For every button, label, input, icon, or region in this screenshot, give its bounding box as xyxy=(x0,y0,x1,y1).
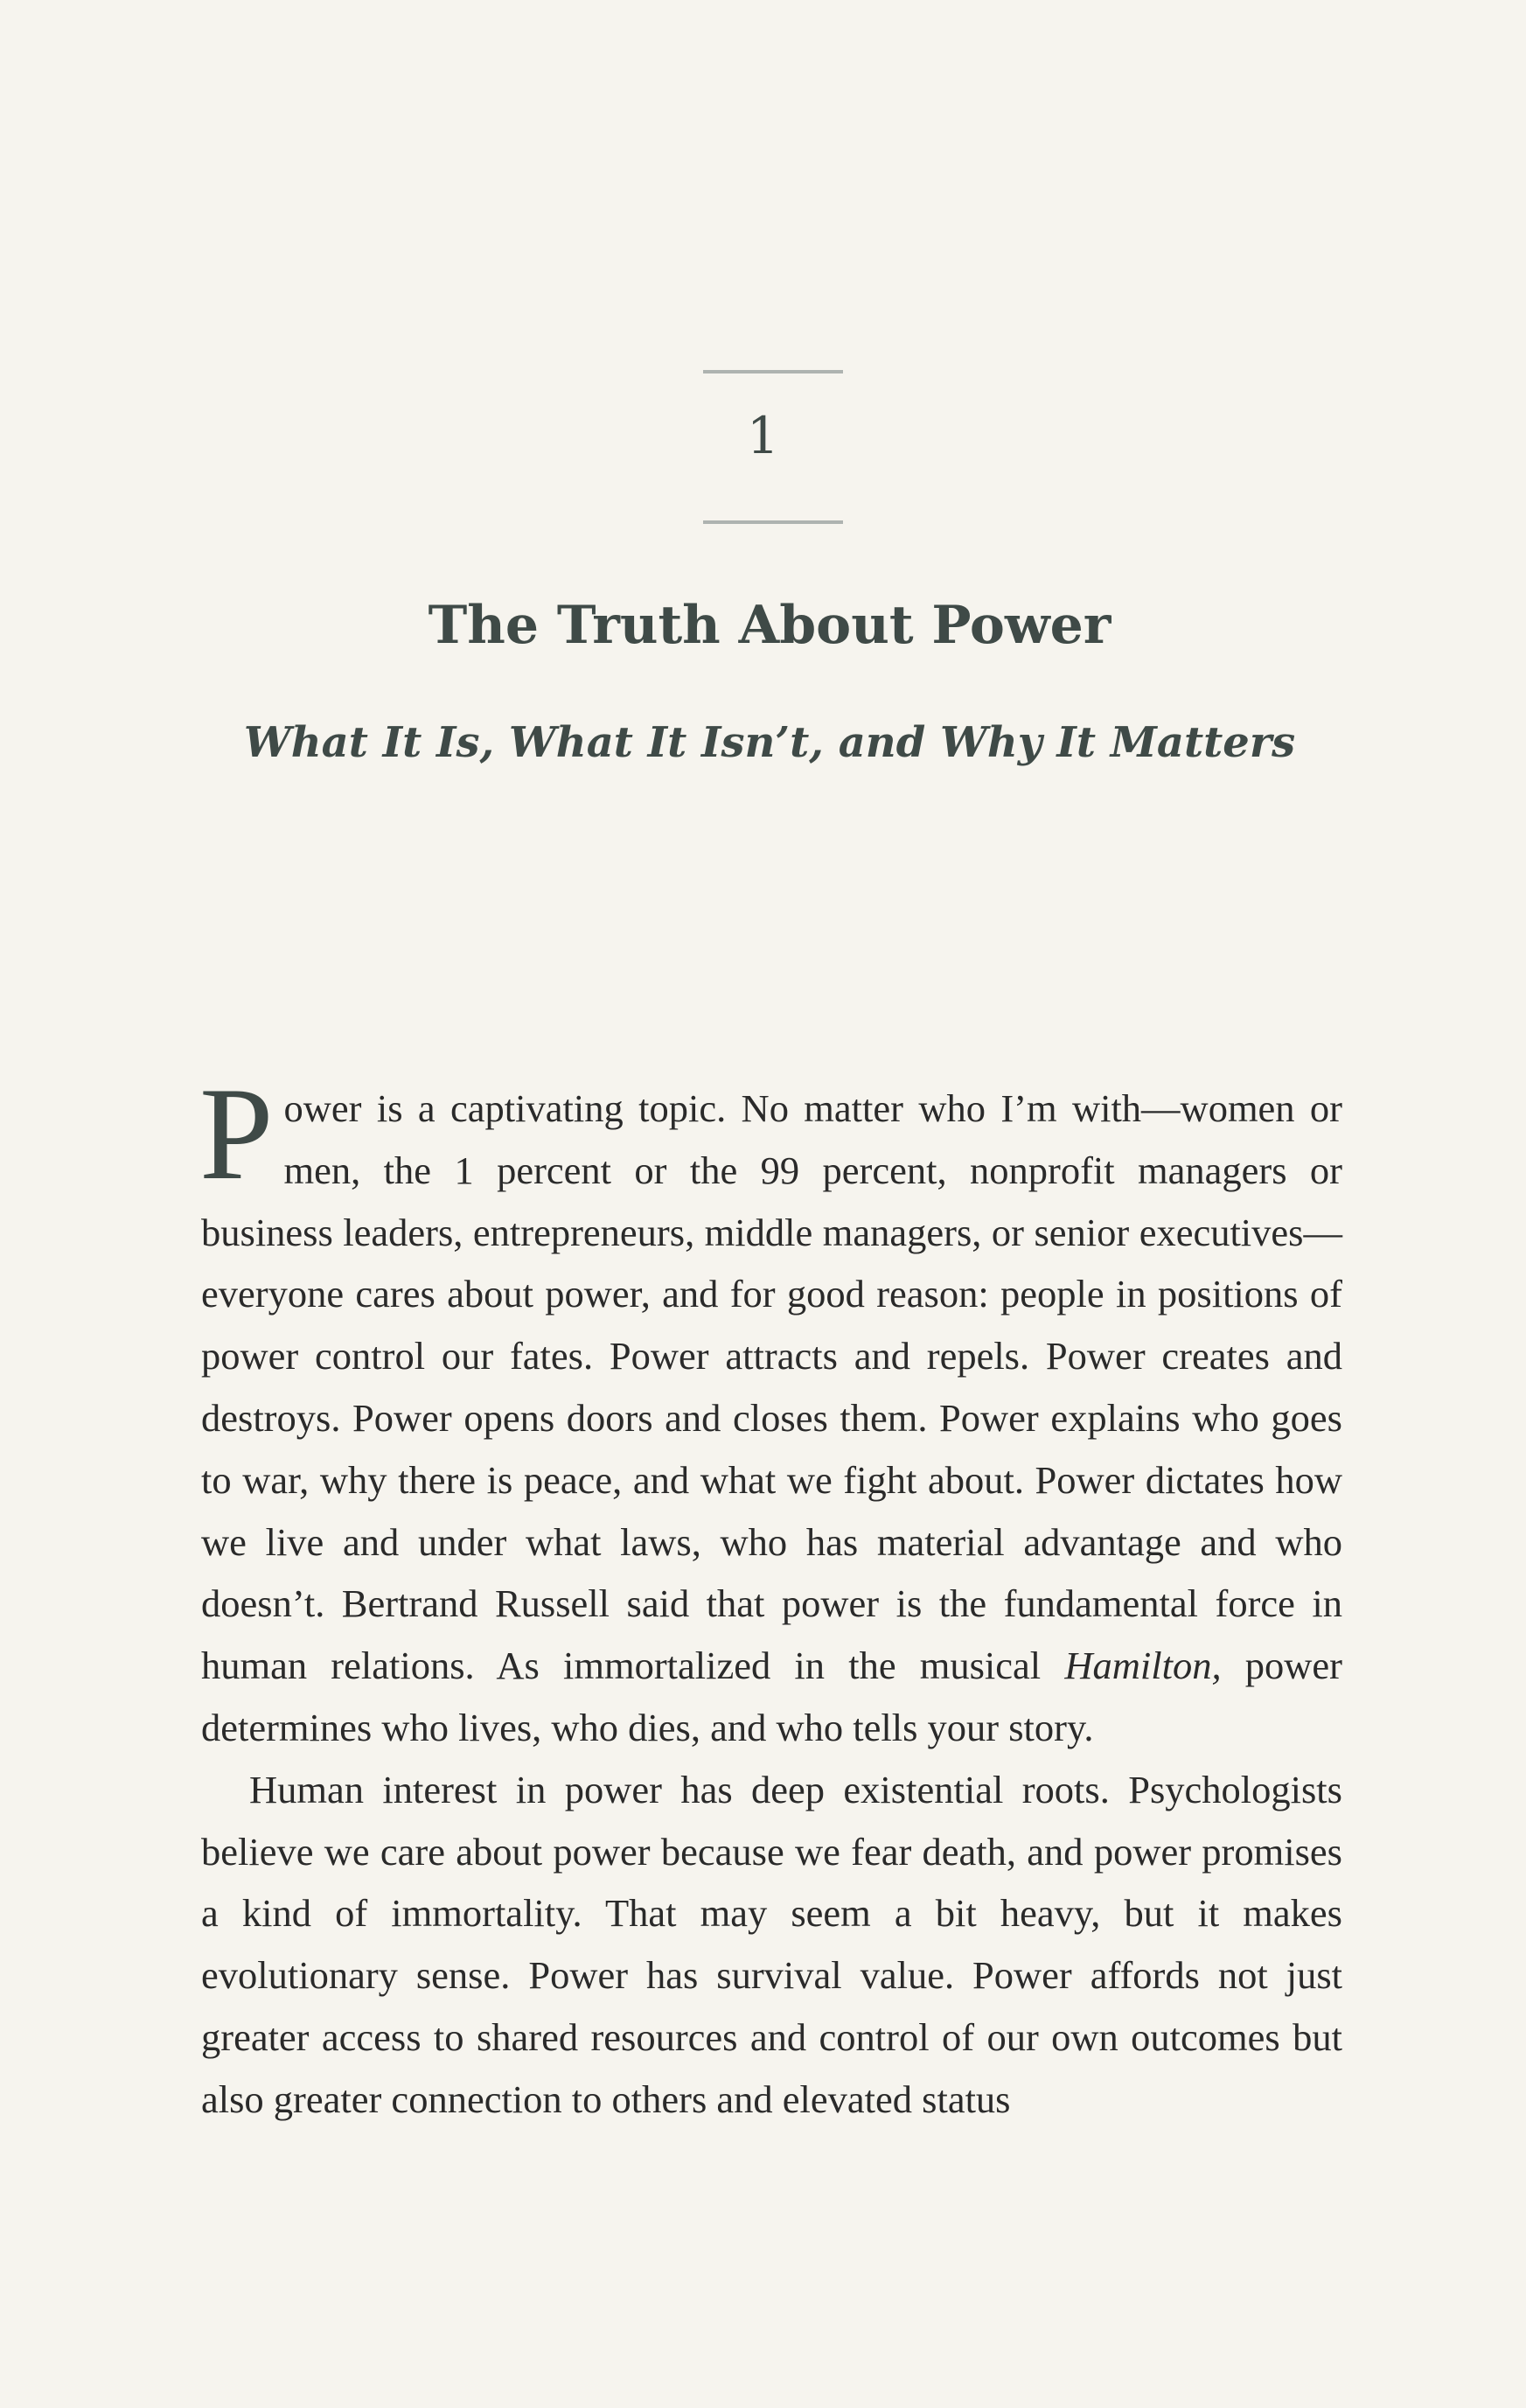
chapter-number: 1 xyxy=(747,406,779,465)
top-rule xyxy=(703,370,843,373)
paragraph-1-text-b: power determines who lives, who dies, and who tells your story. xyxy=(201,1644,1342,1749)
chapter-title: The Truth About Power xyxy=(428,595,1111,656)
body-text xyxy=(199,1060,1342,2131)
drop-cap: P xyxy=(199,1060,274,1207)
paragraph-1-emphasis: Hamilton, xyxy=(1064,1644,1222,1688)
bottom-rule xyxy=(703,520,843,524)
chapter-subtitle: What It Is, What It Isn’t, and Why It Matters xyxy=(243,718,1296,767)
paragraph-2: Human interest in power has deep existential roots. Psychologists believe we care about power because we fear death, and power promises a kind of immortality. That may seem a bit heavy, but it makes evolutionary sense. Power has survival value. Power affords not just greater access to shared resources and control of our own outcomes but also greater connection to others and elevated status xyxy=(201,1767,1342,2121)
paragraph-1-text-a: ower is a captivating topic. No matter who I’m with—women or men, the 1 percent or the 99 percent, nonprofit managers or business leaders, entrepreneurs, middle managers, or senior executives—everyone cares about power, and for good reason: people in positions of power control our fates. Power attracts and repels. Power creates and destroys. Power opens doors and closes them. Power explains who goes to war, why there is peace, and what we fight about. Power dictates how we live and under what laws, who has material advantage and who doesn’t. Bertrand Russell said that power is the fundamental force in human relations. As immortalized in the musical xyxy=(201,1086,1342,1688)
chapter-number-block xyxy=(0,363,1526,534)
paragraph-1 xyxy=(199,1060,1342,1759)
